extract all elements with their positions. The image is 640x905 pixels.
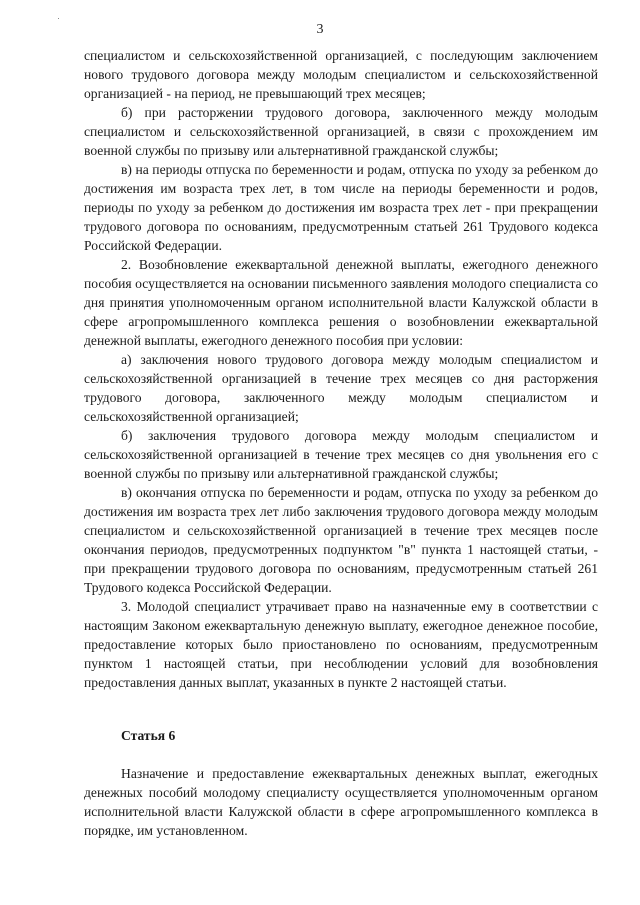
paragraph-subitem-v: в) на периоды отпуска по беременности и родам, отпуска по уходу за ребенком до достижения им возраста трех лет, в том числе на периоды беременности и родов, периоды по уходу за ребенком до достижения им возраста трех лет - при прекращении трудового договора по основаниям, предусмотренным статьей 261 Трудового кодекса Российской Федерации. xyxy=(84,162,598,253)
article-6-text: Назначение и предоставление ежеквартальных денежных выплат, ежегодных денежных пособий молодому специалисту осуществляется уполномоченным органом исполнительной власти Калужской области в сфере агропромышленного комплекса в порядке, им установленном. xyxy=(84,766,598,838)
article-title: Статья 6 xyxy=(121,728,176,743)
paragraph-continuation: специалистом и сельскохозяйственной организацией, с последующим заключением нового трудового договора между молодым специалистом и сельскохозяйственной организацией - на период, не превышающий трех месяцев; xyxy=(84,48,598,101)
paragraph-item-2-subitem-a: а) заключения нового трудового договора между молодым специалистом и сельскохозяйственной организацией в течение трех месяцев со дня расторжения трудового договора, заключенного между молодым специалистом и сельскохозяйственной организацией; xyxy=(84,352,598,424)
paragraph-item-2-subitem-v: в) окончания отпуска по беременности и родам, отпуска по уходу за ребенком до достижения им возраста трех лет либо заключения трудового договора между молодым специалистом и сельскохозяйственной организацией в течение трех месяцев после окончания периодов, предусмотренных подпунктом "в" пункта 1 настоящей статьи, - при прекращении трудового договора по основаниям, предусмотренным статьей 261 Трудового кодекса Российской Федерации. xyxy=(84,485,598,595)
article-6-section xyxy=(84,726,598,840)
paragraph-subitem-b: б) при расторжении трудового договора, заключенного между молодым специалистом и сельскохозяйственной организацией, в связи с прохождением им военной службы по призыву или альтернативной гражданской службы; xyxy=(84,105,598,158)
scan-speck xyxy=(58,18,59,19)
body-text xyxy=(84,46,598,692)
page-number: 3 xyxy=(316,22,324,37)
paragraph-item-2-subitem-b: б) заключения трудового договора между молодым специалистом и сельскохозяйственной организацией в течение трех месяцев со дня увольнения его с военной службы по призыву или альтернативной гражданской службы; xyxy=(84,428,598,481)
paragraph-item-2: 2. Возобновление ежеквартальной денежной выплаты, ежегодного денежного пособия осуществляется на основании письменного заявления молодого специалиста со дня принятия уполномоченным органом исполнительной власти Калужской области в сфере агропромышленного комплекса решения о возобновлении ежеквартальной денежной выплаты, ежегодного денежного пособия при условии: xyxy=(84,257,598,348)
paragraph-item-3: 3. Молодой специалист утрачивает право на назначенные ему в соответствии с настоящим Законом ежеквартальную денежную выплату, ежегодное денежное пособие, предоставление которых было приостановлено по основаниям, предусмотренным пунктом 1 настоящей статьи, при несоблюдении условий для возобновления предоставления данных выплат, указанных в пункте 2 настоящей статьи. xyxy=(84,599,598,690)
